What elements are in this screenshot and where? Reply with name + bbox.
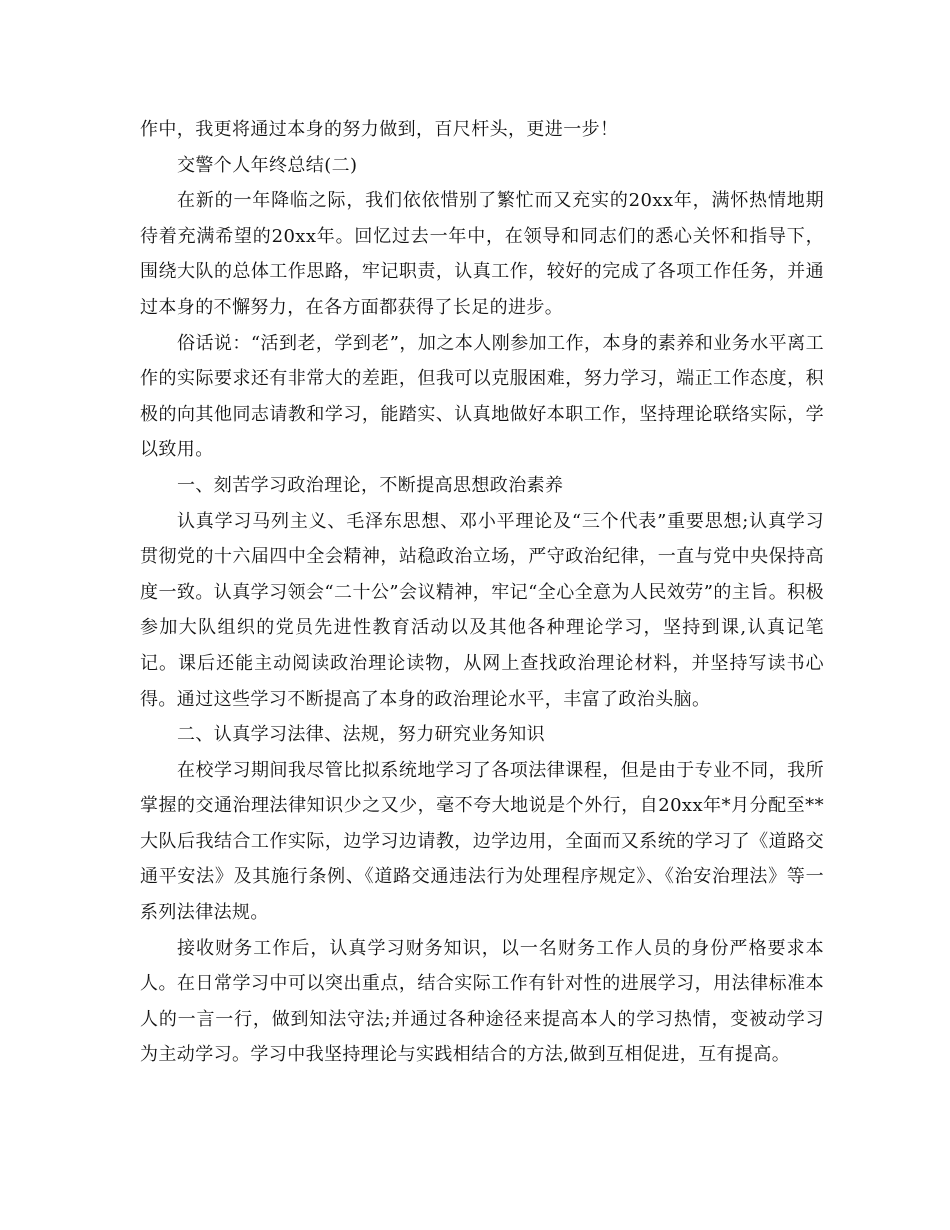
heading-political-theory: 一、刻苦学习政治理论，不断提高思想政治素养 xyxy=(177,474,564,496)
paragraph-intro: 在新的一年降临之际，我们依依惜别了繁忙而又充实的20xx年，满怀热情地期待着充满希望的20xx年。回忆过去一年中，在领导和同志们的悉心关怀和指导下，围绕大队的总体工作思路，牢记职责，认真工作，较好的完成了各项工作任务，并通过本身的不懈努力，在各方面都获得了长足的进步。 xyxy=(140,190,824,318)
paragraph-political-study: 认真学习马列主义、毛泽东思想、邓小平理论及“三个代表”重要思想;认真学习贯彻党的十六届四中全会精神，站稳政治立场，严守政治纪律，一直与党中央保持高度一致。认真学习领会“二十公”会议精神，牢记“全心全意为人民效劳”的主旨。积极参加大队组织的党员先进性教育活动以及其他各种理论学习，坚持到课,认真记笔记。课后还能主动阅读政治理论读物，从网上查找政治理论材料，并坚持写读书心得。通过这些学习不断提高了本身的政治理论水平，丰富了政治头脑。 xyxy=(140,510,824,710)
heading-law-study: 二、认真学习法律、法规，努力研究业务知识 xyxy=(177,724,545,746)
paragraph-finance-work: 接收财务工作后，认真学习财务知识，以一名财务工作人员的身份严格要求本人。在日常学习中可以突出重点，结合实际工作有针对性的进展学习，用法律标准本人的一言一行，做到知法守法;并通过各种途径来提高本人的学习热情，变被动学习为主动学习。学习中我坚持理论与实践相结合的方法,做到互相促进，互有提高。 xyxy=(140,937,824,1066)
paragraph-saying: 俗话说：“活到老，学到老”，加之本人刚参加工作，本身的素养和业务水平离工作的实际要求还有非常大的差距，但我可以克服困难，努力学习，端正工作态度，积极的向其他同志请教和学习，能踏实、认真地做好本职工作，坚持理论联络实际，学以致用。 xyxy=(140,332,824,461)
document-body xyxy=(140,112,824,1073)
paragraph-continuation: 作中，我更将通过本身的努力做到，百尺杆头，更进一步！ xyxy=(140,119,619,140)
section-title: 交警个人年终总结(二) xyxy=(177,154,358,176)
paragraph-law-study: 在校学习期间我尽管比拟系统地学习了各项法律课程，但是由于专业不同，我所掌握的交通治理法律知识少之又少，毫不夸大地说是个外行，自20xx年*月分配至**大队后我结合工作实际，边学习边请教，边学边用，全面而又系统的学习了《道路交通平安法》及其施行条例、《道路交通违法行为处理程序规定》、《治安治理法》等一系列法律法规。 xyxy=(140,759,824,924)
